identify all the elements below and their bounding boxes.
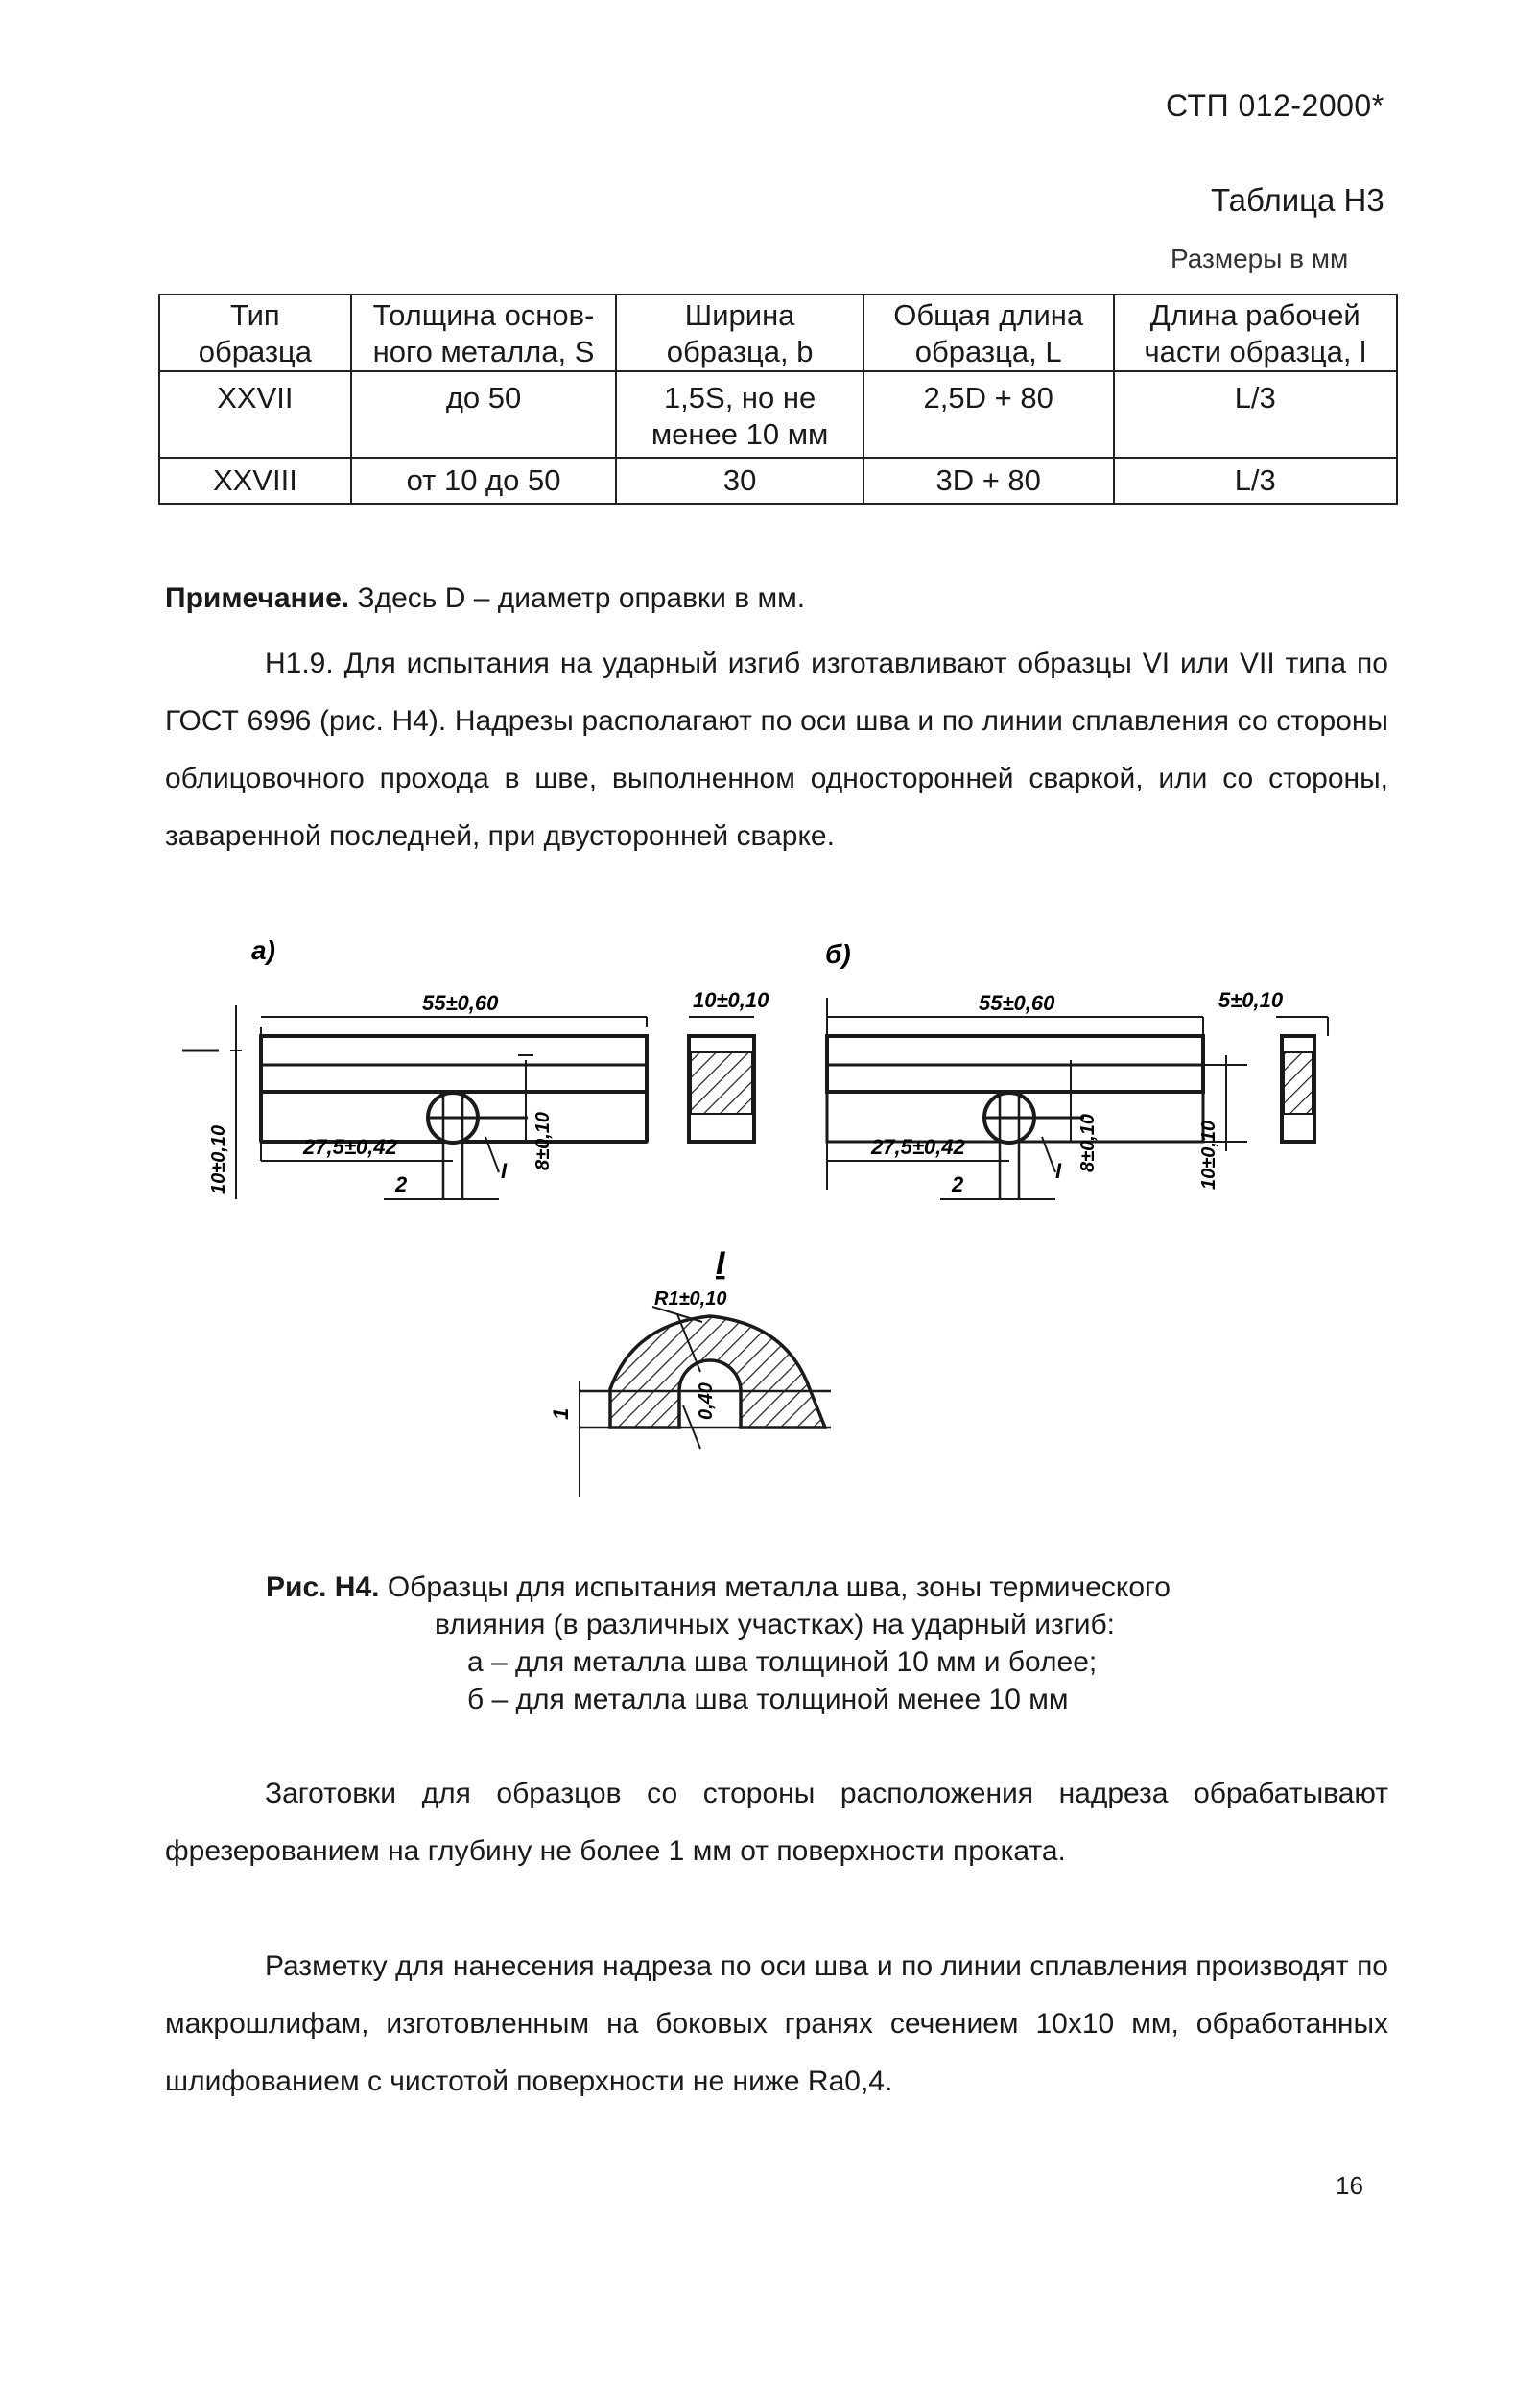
caption-line-1: Образцы для испытания металла шва, зоны термического (387, 1571, 1171, 1603)
table-note (165, 582, 805, 615)
a-offset-dim: 27,5±0,42 (303, 1135, 397, 1159)
a-width-dim: 10±0,10 (693, 988, 769, 1012)
a-length-dim: 55±0,60 (422, 991, 499, 1015)
table-cell: L/3 (1114, 458, 1398, 504)
caption-line-2: влияния (в различных участках) на ударный изгиб: (435, 1609, 1115, 1641)
paragraph-marking: Разметку для нанесения надреза по оси шва и по линии сплавления производят по макрошлифам, изготовленным на боковых гранях сечением 10х10 мм, обработанных шлифованием с чистотой поверхности не ниже Ra0,4. (165, 1950, 1388, 2097)
a-thickness-dim: 10±0,10 (208, 1124, 229, 1194)
figure-label-b: б) (825, 939, 851, 969)
b-detail-ref: I (1055, 1159, 1062, 1183)
detail-radius-dim: R1±0,10 (654, 1288, 727, 1310)
column-header: Общая длина образца, L (863, 295, 1114, 371)
b-length-dim: 55±0,60 (979, 991, 1055, 1015)
caption-line-3: а – для металла шва толщиной 10 мм и более; (467, 1646, 1098, 1678)
b-notch-depth-dim: 8±0,10 (1077, 1113, 1099, 1172)
table-cell: от 10 до 50 (351, 458, 617, 504)
paragraph-blanks: Заготовки для образцов со стороны расположения надреза обрабатывают фрезерованием на глубину не более 1 мм от поверхности проката. (165, 1778, 1388, 1867)
b-notch-width-dim: 2 (952, 1172, 964, 1196)
specimen-figure (0, 921, 1514, 1535)
table-cell: 2,5D + 80 (863, 371, 1114, 458)
table-cell: 1,5S, но не менее 10 мм (616, 371, 863, 458)
table-cell: L/3 (1114, 371, 1398, 458)
column-header: Тип образца (159, 295, 351, 371)
table-units: Размеры в мм (1171, 244, 1349, 273)
note-label: Примечание. (165, 582, 350, 614)
table-title: Таблица Н3 (1211, 182, 1384, 218)
table-cell: 3D + 80 (863, 458, 1114, 504)
paragraph-h1-9: Н1.9. Для испытания на ударный изгиб изготавливают образцы VI или VII типа по ГОСТ 6996 (рис. Н4). Надрезы располагают по оси шва и по линии сплавления со стороны облицовочного прохода в шве, выполненном односторонней сваркой, или со стороны, заваренной последней, при двусторонней сварке. (165, 648, 1388, 852)
table-cell: до 50 (351, 371, 617, 458)
detail-dim: 1 (549, 1407, 573, 1420)
specimen-a-drawing (182, 1005, 754, 1199)
a-notch-width-dim: 2 (395, 1172, 408, 1196)
table-cell: XXVII (159, 371, 351, 458)
a-detail-ref: I (501, 1159, 508, 1183)
b-width-dim: 5±0,10 (1218, 988, 1284, 1012)
detail-label: I (716, 1245, 725, 1282)
detail-depth-dim: 0,40 (696, 1382, 717, 1420)
page-number: 16 (1336, 2171, 1363, 2200)
caption-line-4: б – для металла шва толщиной менее 10 мм (467, 1684, 1069, 1715)
dimensions-table (158, 294, 1398, 505)
caption-label: Рис. Н4. (266, 1571, 380, 1603)
figure-caption (266, 1569, 1321, 1718)
column-header: Длина рабочей части образца, l (1114, 295, 1398, 371)
table-row (159, 371, 1397, 458)
column-header: Ширина образца, b (616, 295, 863, 371)
note-text: Здесь D – диаметр оправки в мм. (357, 582, 806, 614)
column-header: Толщина основ- ного металла, S (351, 295, 617, 371)
figure-label-a: а) (251, 935, 275, 965)
table-cell: XXVIII (159, 458, 351, 504)
table-cell: 30 (616, 458, 863, 504)
b-thickness-dim: 10±0,10 (1198, 1120, 1219, 1190)
table-row (159, 458, 1397, 504)
table-header-row (159, 295, 1397, 371)
document-code: СТП 012-2000* (1166, 88, 1384, 123)
b-offset-dim: 27,5±0,42 (871, 1135, 965, 1159)
a-notch-depth-dim: 8±0,10 (532, 1111, 554, 1170)
